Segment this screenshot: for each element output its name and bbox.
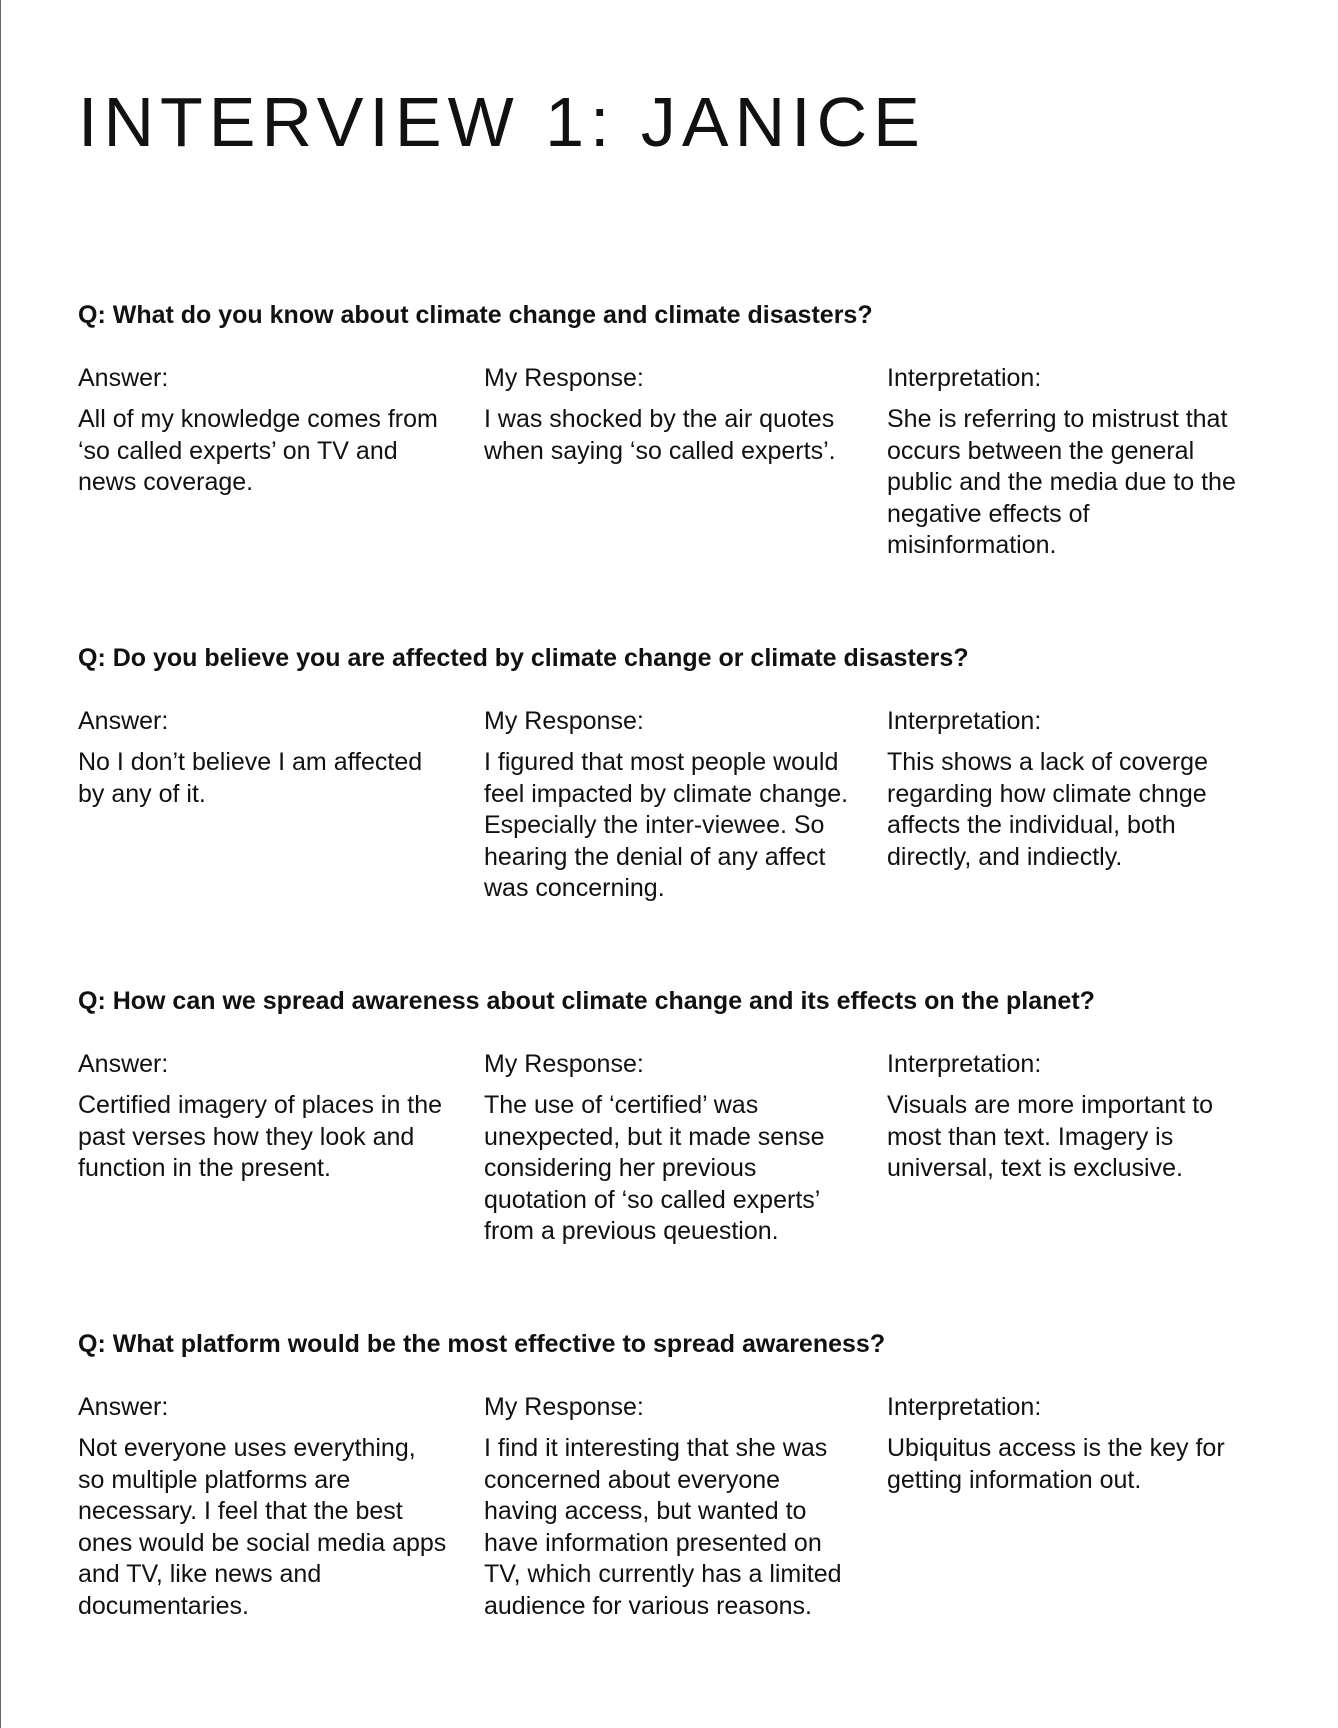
question-heading: Q: What platform would be the most effective to spread awareness? <box>78 1330 886 1358</box>
interpretation-text: This shows a lack of coverge regarding how climate chnge affects the individual, both directly, and indiectly. <box>887 748 1208 871</box>
answer-text: Not everyone uses everything, so multiple platforms are necessary. I feel that the best ones would be social media apps and TV, like news and documentaries. <box>78 1434 447 1620</box>
response-column <box>484 1391 858 1623</box>
interpretation-label: Interpretation: <box>887 364 1042 392</box>
answer-text: No I don’t believe I am affected by any of it. <box>78 748 423 808</box>
interpretation-label: Interpretation: <box>887 1393 1042 1421</box>
interpretation-label: Interpretation: <box>887 707 1042 735</box>
answer-column <box>78 1391 448 1623</box>
response-column <box>484 1048 858 1248</box>
response-text: I find it interesting that she was concerned about everyone having access, but wanted to have information presented on TV, which currently has a limited audience for various reasons. <box>484 1434 842 1620</box>
response-label: My Response: <box>484 1393 644 1421</box>
response-column <box>484 705 858 905</box>
response-text: I was shocked by the air quotes when saying ‘so called experts’. <box>484 405 836 465</box>
page-edge-line <box>0 0 1 1728</box>
interpretation-text: She is referring to mistrust that occurs between the general public and the media due to the negative effects of misinformation. <box>887 405 1236 560</box>
interpretation-column <box>887 1391 1257 1496</box>
response-column <box>484 362 858 467</box>
answer-label: Answer: <box>78 707 169 735</box>
answer-column <box>78 705 448 810</box>
response-text: I figured that most people would feel impacted by climate change. Especially the inter-viewee. So hearing the denial of any affect was concerning. <box>484 748 849 903</box>
answer-text: All of my knowledge comes from ‘so called experts’ on TV and news coverage. <box>78 405 438 497</box>
page-title: INTERVIEW 1: JANICE <box>78 83 926 161</box>
question-heading: Q: What do you know about climate change and climate disasters? <box>78 301 873 329</box>
answer-column <box>78 1048 448 1185</box>
interpretation-label: Interpretation: <box>887 1050 1042 1078</box>
interpretation-text: Ubiquitus access is the key for getting information out. <box>887 1434 1225 1494</box>
answer-text: Certified imagery of places in the past verses how they look and function in the present. <box>78 1091 443 1183</box>
answer-column <box>78 362 448 499</box>
response-text: The use of ‘certified’ was unexpected, but it made sense considering her previous quotation of ‘so called experts’ from a previous qeuestion. <box>484 1091 825 1246</box>
answer-label: Answer: <box>78 364 169 392</box>
interpretation-text: Visuals are more important to most than text. Imagery is universal, text is exclusive. <box>887 1091 1214 1183</box>
question-heading: Q: Do you believe you are affected by climate change or climate disasters? <box>78 644 969 672</box>
response-label: My Response: <box>484 707 644 735</box>
question-heading: Q: How can we spread awareness about climate change and its effects on the planet? <box>78 987 1095 1015</box>
interpretation-column <box>887 705 1257 873</box>
interpretation-column <box>887 362 1257 562</box>
answer-label: Answer: <box>78 1050 169 1078</box>
answer-label: Answer: <box>78 1393 169 1421</box>
response-label: My Response: <box>484 364 644 392</box>
response-label: My Response: <box>484 1050 644 1078</box>
interpretation-column <box>887 1048 1257 1185</box>
